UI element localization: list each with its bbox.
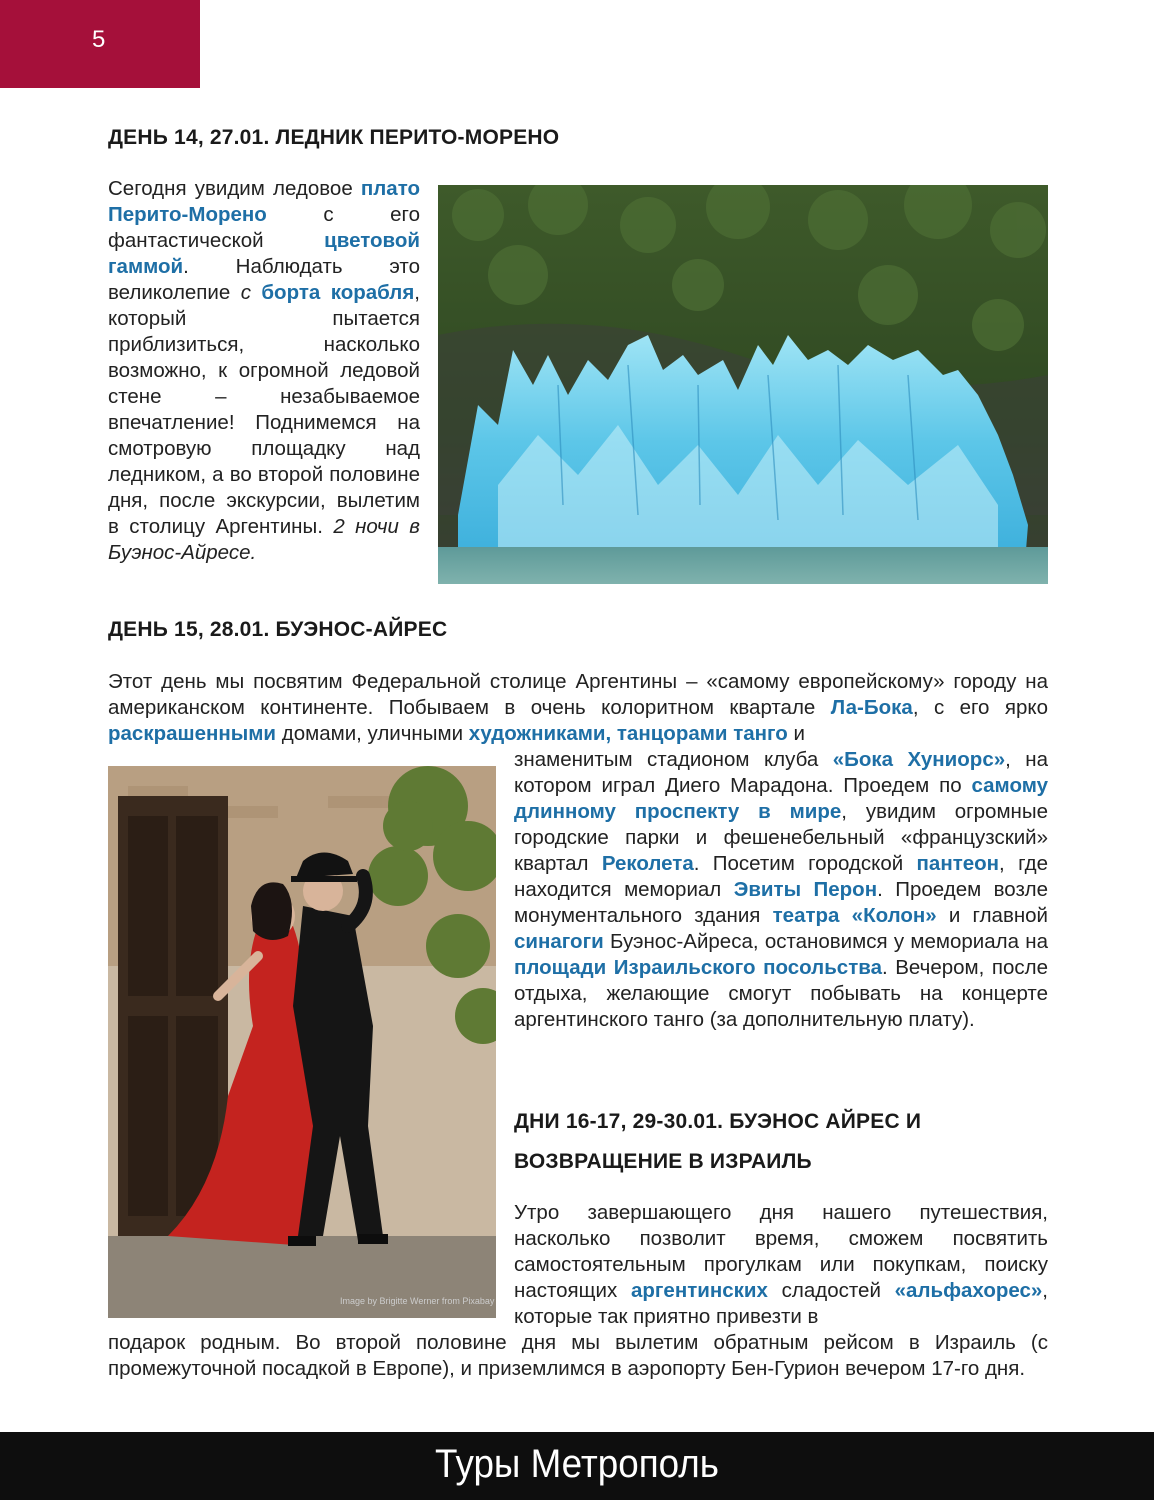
day16-heading-line1: ДНИ 16-17, 29-30.01. БУЭНОС АЙРЕС И [514, 1110, 922, 1133]
link-argentine[interactable]: аргентинских [630, 1279, 768, 1302]
photo-credit: Image by Brigitte Werner from Pixabay [340, 1296, 495, 1306]
day16-paragraph-bottom: подарок родным. Во второй половине дня мы вылетим обратным рейсом в Израиль (с промежуточной посадкой в Европе), и приземлимся в аэропорту Бен-Гурион вечером 17-го дня. [108, 1331, 1048, 1380]
link-pantheon[interactable]: пантеон [916, 852, 1000, 875]
link-longest-avenue[interactable]: самому длинному проспекту в мире [514, 774, 1048, 823]
footer-brand-title: Туры Метрополь [435, 1442, 719, 1486]
page-number: 5 [92, 26, 106, 53]
link-alfajores[interactable]: «альфахорес» [894, 1279, 1043, 1302]
link-boca-juniors[interactable]: «Бока Хуниорс» [832, 748, 1006, 771]
link-synagogue[interactable]: синагоги [514, 930, 604, 953]
link-painted-houses[interactable]: раскрашенными [108, 722, 277, 745]
day14-heading: ДЕНЬ 14, 27.01. ЛЕДНИК ПЕРИТО-МОРЕНО [108, 126, 560, 149]
link-color-gamut[interactable]: цветовой гаммой [108, 229, 420, 278]
link-teatro-colon[interactable]: театра «Колон» [772, 904, 937, 927]
day14-paragraph: Сегодня увидим ледовое плато Перито-Морено с его фантастической цветовой гаммой. Наблюдать это великолепие с борта корабля, который пытается приблизиться, насколько возможно, к огромной ледовой стене – незабываемое впечатление! Поднимемся на смотровую площадку над ледником, а во второй половине дня, после экскурсии, вылетим в столицу Аргентины. 2 ночи в Буэнос-Айресе. [108, 177, 421, 564]
link-la-boca[interactable]: Ла-Бока [830, 696, 913, 719]
tango-photo [108, 766, 496, 1318]
link-recoleta[interactable]: Реколета [601, 852, 694, 875]
day15-paragraph-top: Этот день мы посвятим Федеральной столице Аргентины – «самому европейскому» городу на американском континенте. Побываем в очень колоритном квартале Ла-Бока, с его ярко раскрашенными домами, уличными художниками, танцорами танго и [108, 670, 1049, 745]
link-perito-moreno-plateau[interactable]: плато Перито-Морено [108, 177, 420, 226]
day15-paragraph-right: знаменитым стадионом клуба «Бока Хуниорс», на котором играл Диего Марадона. Проедем по самому длинному проспекту в мире, увидим огромные городские парки и фешенебельный «французский» квартал Реколета. Посетим городской пантеон, где находится мемориал Эвиты Перон. Проедем возле монументального здания театра «Колон» и главной синагоги Буэнос-Айреса, остановимся у мемориала на площади Израильского посольства. Вечером, после отдыха, желающие смогут побывать на концерте аргентинского танго (за дополнительную плату). [514, 748, 1049, 1031]
link-israeli-embassy-square[interactable]: площади Израильского посольства [514, 956, 882, 979]
link-evita-peron[interactable]: Эвиты Перон [733, 878, 878, 901]
day15-heading: ДЕНЬ 15, 28.01. БУЭНОС-АЙРЕС [108, 618, 448, 641]
link-artists-tango[interactable]: художниками, танцорами танго [468, 722, 788, 745]
link-ship-board[interactable]: борта корабля [261, 281, 415, 304]
day16-heading-line2: ВОЗВРАЩЕНИЕ В ИЗРАИЛЬ [514, 1150, 812, 1173]
glacier-photo [438, 185, 1048, 584]
day16-paragraph-right: Утро завершающего дня нашего путешествия, насколько позволит время, сможем посвятить самостоятельным прогулкам или покупкам, поиску настоящих аргентинских сладостей «альфахорес», которые так приятно привезти в [514, 1201, 1048, 1328]
